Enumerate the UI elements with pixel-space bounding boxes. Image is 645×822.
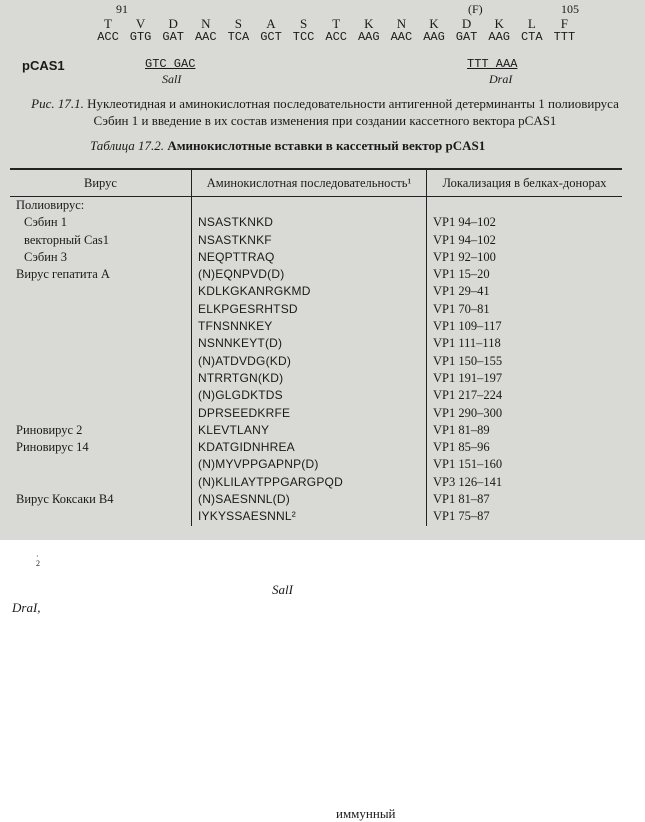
localization-cell: VP1 81–89: [427, 422, 623, 439]
codon: GCT: [260, 30, 282, 44]
localization-cell: VP1 151–160: [427, 456, 623, 473]
sequence-cell: [192, 197, 427, 215]
table-row: [10, 353, 622, 370]
virus-cell: [10, 508, 192, 525]
table-row: [10, 318, 622, 335]
amino-acid: D: [168, 16, 178, 31]
virus-cell: [10, 474, 192, 491]
bottom-word: иммунный: [336, 806, 396, 821]
localization-cell: VP1 94–102: [427, 232, 623, 249]
sequence-cell: (N)SAESNNL(D): [192, 491, 427, 508]
table-row: [10, 232, 622, 249]
sali-site: GTC GAC: [145, 57, 196, 71]
table-row: [10, 456, 622, 473]
sequence-cell: TFNSNNKEY: [192, 318, 427, 335]
virus-cell: [10, 318, 192, 335]
virus-cell: [10, 456, 192, 473]
localization-cell: VP1 94–102: [427, 214, 623, 231]
header-localization: Локализация в белках-донорах: [427, 169, 623, 197]
virus-cell: [10, 335, 192, 352]
virus-cell: [10, 387, 192, 404]
sequence-cell: (N)KLILAYTPPGARGPQD: [192, 474, 427, 491]
codon: ACC: [325, 30, 347, 44]
sequence-end-number: 105: [561, 2, 579, 16]
drai-text: DraI,: [12, 600, 41, 615]
codon: TCC: [292, 30, 315, 44]
virus-cell: [10, 301, 192, 318]
virus-cell: Полиовирус:: [16, 198, 85, 212]
table-row: [10, 405, 622, 422]
codon: AAC: [390, 30, 413, 44]
table-caption-text: Аминокислотные вставки в кассетный вектор pCAS1: [167, 138, 486, 153]
localization-cell: VP1 81–87: [427, 491, 623, 508]
localization-cell: VP1 92–100: [427, 249, 623, 266]
sali-text: SalI: [272, 582, 293, 597]
amino-acid: T: [332, 16, 341, 31]
virus-cell: векторный Cas1: [24, 232, 109, 247]
drai-enzyme-label: DraI: [489, 72, 513, 86]
drai-site: TTT AAA: [467, 57, 518, 71]
localization-cell: VP1 75–87: [427, 508, 623, 525]
sequence-cell: (N)EQNPVD(D): [192, 266, 427, 283]
virus-cell: [10, 353, 192, 370]
codon: AAC: [194, 30, 217, 44]
codon: CTA: [520, 30, 543, 44]
amino-acid: A: [266, 16, 276, 31]
sequence-cell: KDATGIDNHREA: [192, 439, 427, 456]
amino-acid: F: [560, 16, 568, 31]
amino-acid: L: [527, 16, 536, 31]
table-row: [10, 422, 622, 439]
table-row: [10, 197, 622, 215]
header-sequence: Аминокислотная последовательность¹: [192, 169, 427, 197]
table-body: [10, 197, 622, 526]
sequence-cell: KDLKGKANRGKMD: [192, 283, 427, 300]
localization-cell: VP3 126–141: [427, 474, 623, 491]
table-row: [10, 283, 622, 300]
sequence-cell: IYKYSSAESNNL²: [192, 508, 427, 525]
virus-cell: Сэбин 1: [24, 215, 67, 230]
sequence-cell: NSASTKNKF: [192, 232, 427, 249]
localization-cell: [427, 197, 623, 215]
localization-cell: VP1 85–96: [427, 439, 623, 456]
virus-cell: Сэбин 3: [24, 249, 67, 264]
codon: GTG: [129, 30, 152, 44]
vector-label: pCAS1: [22, 58, 65, 73]
amino-acid: N: [201, 16, 211, 31]
sequence-cell: DPRSEEDKRFE: [192, 405, 427, 422]
amino-acid: V: [135, 16, 146, 31]
table-row: [10, 249, 622, 266]
sali-enzyme-label: SalI: [162, 72, 182, 86]
virus-cell: Вирус гепатита А: [16, 267, 110, 282]
localization-cell: VP1 290–300: [427, 405, 623, 422]
codon: TCA: [227, 30, 250, 44]
codon: AAG: [423, 30, 445, 44]
footnote-marker-2: 2: [36, 559, 40, 568]
localization-cell: VP1 150–155: [427, 353, 623, 370]
sequence-cell: NEQPTTRAQ: [192, 249, 427, 266]
table-row: [10, 266, 622, 283]
amino-acid: K: [429, 16, 439, 31]
table-header-row: [10, 169, 622, 197]
codon: GAT: [455, 30, 478, 44]
table-caption-prefix: Таблица 17.2.: [90, 138, 165, 153]
sequence-start-number: 91: [116, 2, 128, 16]
table-row: [10, 387, 622, 404]
virus-cell: Вирус Коксаки В4: [16, 492, 114, 507]
table-row: [10, 439, 622, 456]
amino-acid: K: [364, 16, 374, 31]
sequence-cell: ELKPGESRHTSD: [192, 301, 427, 318]
codon-row: [16, 30, 616, 46]
amino-acid: S: [234, 16, 242, 31]
table-caption: [90, 138, 485, 154]
codon: AAG: [357, 30, 380, 44]
sequence-cell: (N)MYVPPGAPNP(D): [192, 456, 427, 473]
localization-cell: VP1 15–20: [427, 266, 623, 283]
localization-cell: VP1 109–117: [427, 318, 623, 335]
table-row: [10, 491, 622, 508]
localization-cell: VP1 217–224: [427, 387, 623, 404]
sequence-cell: (N)ATDVDG(KD): [192, 353, 427, 370]
sequence-cell: KLEVTLANY: [192, 422, 427, 439]
amino-acid: N: [396, 16, 407, 31]
localization-cell: VP1 70–81: [427, 301, 623, 318]
mutation-label: (F): [468, 2, 483, 16]
sequence-cell: NSASTKNKD: [192, 214, 427, 231]
amino-acid: S: [299, 16, 308, 31]
footnote-marker: ·: [36, 552, 39, 561]
virus-cell: [10, 283, 192, 300]
virus-cell: [10, 405, 192, 422]
amino-acid: K: [494, 16, 504, 31]
codon: ACC: [97, 30, 119, 44]
table-row: [10, 508, 622, 525]
header-virus: Вирус: [10, 169, 192, 197]
localization-cell: VP1 29–41: [427, 283, 623, 300]
table-row: [10, 474, 622, 491]
sequence-cell: NTRRTGN(KD): [192, 370, 427, 387]
virus-cell: Риновирус 2: [16, 422, 83, 437]
virus-cell: [10, 370, 192, 387]
figure-caption-text: Нуклеотидная и аминокислотная последовательности антигенной детерминанты 1 полиовируса Сэбин 1 и введение в их состав изменения при создании кассетного вектора pCAS1: [87, 96, 619, 128]
figure-caption: [30, 95, 620, 129]
virus-cell: Риновирус 14: [16, 440, 89, 455]
figure-caption-prefix: Рис. 17.1.: [31, 96, 84, 111]
codon: TTT: [553, 30, 576, 44]
insert-table: [10, 168, 622, 526]
localization-cell: VP1 191–197: [427, 370, 623, 387]
table-row: [10, 214, 622, 231]
table-row: [10, 335, 622, 352]
table-row: [10, 370, 622, 387]
amino-acid: T: [104, 16, 112, 31]
sequence-cell: (N)GLGDKTDS: [192, 387, 427, 404]
codon: GAT: [162, 30, 184, 44]
table-row: [10, 301, 622, 318]
amino-acid: D: [461, 16, 472, 31]
sequence-cell: NSNNKEYT(D): [192, 335, 427, 352]
codon: AAG: [488, 30, 510, 44]
localization-cell: VP1 111–118: [427, 335, 623, 352]
